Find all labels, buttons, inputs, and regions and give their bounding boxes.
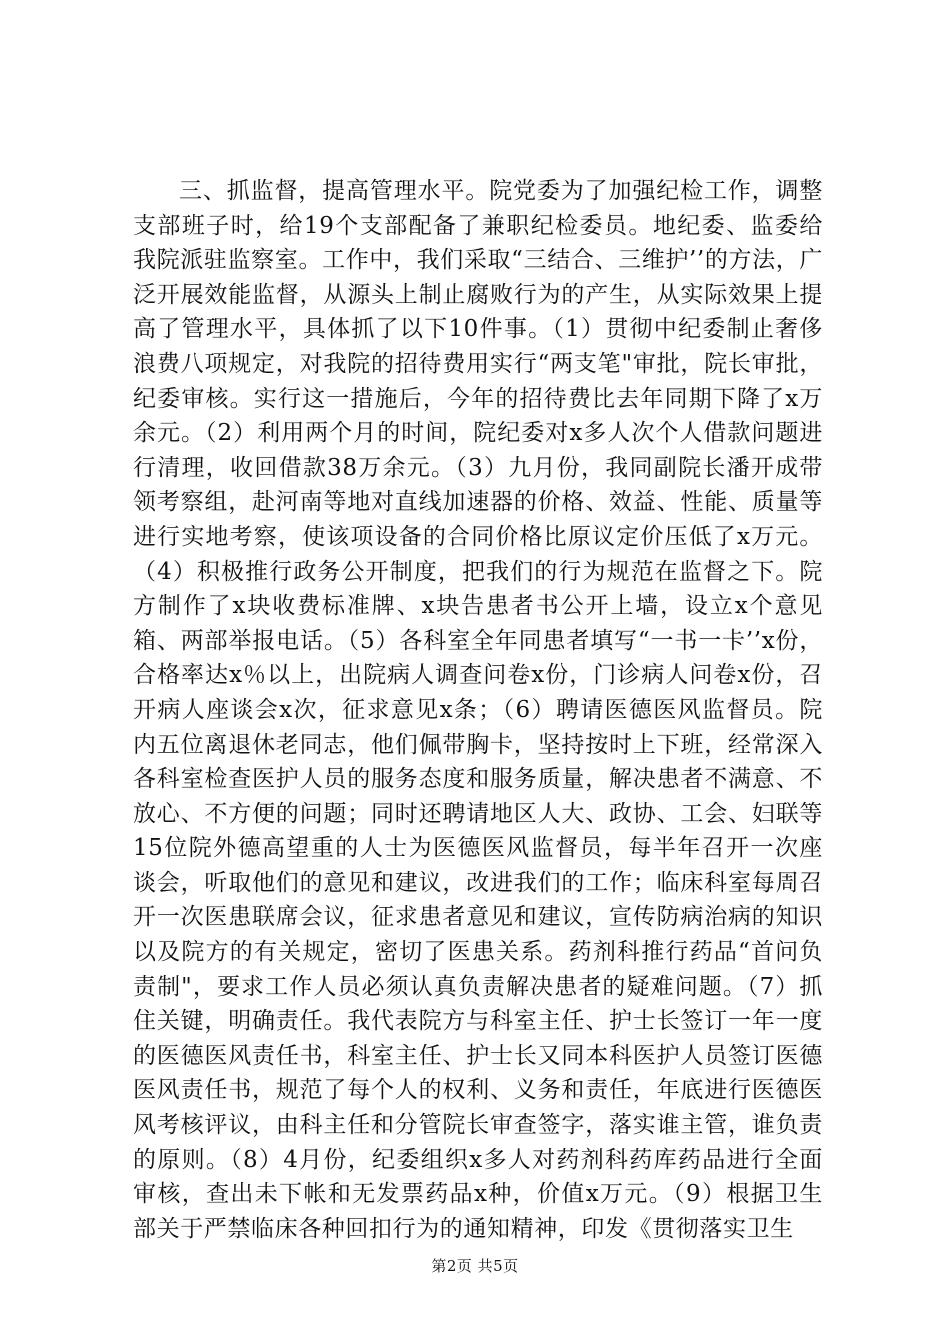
body-paragraph: 三、抓监督，提高管理水平。院党委为了加强纪检工作，调整支部班子时，给19个支部配备了兼职纪检委员。地纪委、监委给我院派驻监察室。工作中，我们采取“三结合、三维护’’的方法，广泛开展效能监督，从源头上制止腐败行为的产生，从实际效果上提高了管理水平，具体抓了以下10件事。（1）贯彻中纪委制止奢侈浪费八项规定，对我院的招待费用实行“两支笔"审批，院长审批，纪委审核。实行这一措施后，今年的招待费比去年同期下降了x万余元。（2）利用两个月的时间，院纪委对x多人次个人借款问题进行清理，收回借款38万余元。（3）九月份，我同副院长潘开成带领考察组，赴河南等地对直线加速器的价格、效益、性能、质量等进行实地考察，使该项设备的合同价格比原议定价压低了x万元。（4）积极推行政务公开制度，把我们的行为规范在监督之下。院方制作了x块收费标准牌、x块告患者书公开上墙，设立x个意见箱、两部举报电话。（5）各科室全年同患者填写“一书一卡’’x份，合格率达x％以上，出院病人调查问卷x份，门诊病人问卷x份，召开病人座谈会x次，征求意见x条；（6）聘请医德医风监督员。院内五位离退休老同志，他们佩带胸卡，坚持按时上下班，经常深入各科室检查医护人员的服务态度和服务质量，解决患者不满意、不放心、不方便的问题；同时还聘请地区人大、政协、工会、妇联等15位院外德高望重的人士为医德医风监督员，每半年召开一次座谈会，听取他们的意见和建议，改进我们的工作；临床科室每周召开一次医患联席会议，征求患者意见和建议，宣传防病治病的知识以及院方的有关规定，密切了医患关系。药剂科推行药品“首问负责制"，要求工作人员必须认真负责解决患者的疑难问题。（7）抓住关键，明确责任。我代表院方与科室主任、护士长签订一年一度的医德医风责任书，科室主任、护士长又同本科医护人员签订医德医风责任书，规范了每个人的权利、义务和责任，年底进行医德医风考核评议，由科主任和分管院长审查签字，落实谁主管，谁负责的原则。（8）4月份，纪委组织x多人对药剂科药库药品进行全面审核，查出未下帐和无发票药品x种，价值x万元。（9）根据卫生部关于严禁临床各种回扣行为的通知精神，印发《贯彻落实卫生: [133, 178, 823, 1242]
page-number-footer: 第2页 共5页: [431, 1257, 519, 1275]
